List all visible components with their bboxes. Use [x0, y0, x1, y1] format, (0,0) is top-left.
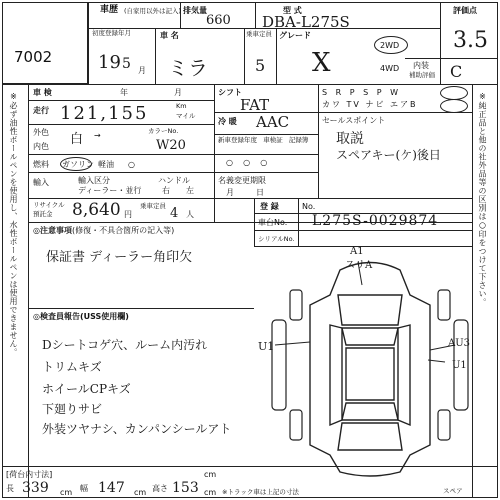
lot-number: 7002 [14, 48, 53, 66]
ac-line [214, 134, 318, 135]
fuel-option-3: ○ [128, 160, 135, 169]
color-no: W20 [156, 138, 186, 153]
history-label: 車歴 [100, 5, 119, 15]
reg-year: 19 [98, 52, 121, 73]
inspection-year-unit: 年 [120, 88, 128, 97]
wheel-rear-left [290, 410, 302, 440]
cargo-length-unit: cm [60, 488, 73, 497]
fuel-option-1: ガソリン [62, 160, 94, 169]
mileage-unit-km: Km [176, 102, 187, 110]
reg-left-edge [254, 198, 255, 246]
footer-unit-top: cm [204, 470, 217, 479]
report-line-2: トリムキズ [42, 360, 102, 374]
left-block-right-edge [214, 84, 215, 222]
report-icon: ◎ [33, 312, 40, 321]
diagram-spare-label: スペア [443, 487, 463, 495]
diagram-right-label-2: U1 [452, 360, 467, 371]
equipment-row-2 [322, 100, 418, 109]
header-vline-4 [440, 2, 441, 84]
recycle-sub: 預託金 [33, 210, 53, 218]
color-no-label: カラーNo. [148, 127, 179, 135]
recycle-amount: 8,640 [72, 200, 121, 220]
import-option-2: ディーラー・並行 [78, 186, 142, 195]
report-sub: (USS使用欄) [79, 312, 129, 321]
car-rear-window [342, 403, 398, 420]
report-title: 検査員報告 [39, 312, 80, 321]
car-trunk [338, 423, 402, 450]
report-line-1: Dシートコゲ穴、ルーム内汚れ [42, 338, 208, 352]
doors-label: 乗車定員 [246, 30, 272, 38]
sub-table-line [214, 154, 318, 155]
car-left-doors [330, 325, 342, 425]
import-option-1: 輸入区分 [78, 176, 110, 185]
capacity-value: 4 [170, 206, 179, 221]
height-value: 153 [172, 480, 199, 496]
sales-point-label: セールスポイント [322, 116, 386, 125]
mileage-value: 121,155 [60, 103, 149, 124]
frame-label: 車台No. [258, 218, 288, 227]
car-windshield [342, 328, 398, 345]
car-diagram [270, 250, 470, 480]
shift-label: シフト [218, 88, 242, 97]
outside-color: 白 [70, 132, 84, 147]
car-name-label: 車 名 [160, 31, 179, 40]
eq-tv: TV [346, 100, 361, 109]
history-note: (自家用以外は記入) [124, 7, 182, 15]
color-arrow: → [94, 131, 101, 140]
diagram-left-label: U1 [258, 340, 275, 353]
mileage-unit-mile: マイル [176, 112, 196, 120]
wheel-rear-right [438, 410, 450, 440]
footer-note: ※トラック車は上記の寸法 [222, 488, 299, 496]
shift-value: FAT [240, 96, 270, 114]
sub-table-circles: ○ ○ ○ [226, 158, 268, 167]
handle-option-left: 左 [186, 186, 194, 195]
report-label [33, 312, 129, 321]
cargo-label: [荷台内寸法] [6, 470, 53, 479]
color-line [28, 154, 214, 155]
height-unit: cm [204, 488, 217, 497]
eq-p: P [349, 88, 358, 97]
equipment-row-1 [322, 88, 401, 97]
eq-airbag-circle [440, 99, 468, 113]
recycle-unit: 円 [124, 210, 132, 219]
notes-title: 注意事項 [39, 226, 72, 235]
wheel-front-right [438, 290, 450, 320]
right-note: ※純正品と他の社外品等の区別は○印をつけて下さい。 [478, 92, 487, 307]
wheel-front-left [290, 290, 302, 320]
diagram-top-label: A1 [350, 246, 364, 257]
displacement-label: 排気量 [183, 6, 207, 15]
name-change-top [214, 172, 318, 173]
name-change-day: 日 [256, 188, 264, 197]
fuel-option-2: 軽油 [98, 160, 114, 169]
model-value: DBA-L275S [262, 13, 350, 31]
height-label: 高さ [152, 484, 168, 493]
row2-vline-1 [155, 28, 156, 84]
callout-line-left [275, 342, 310, 345]
row2-vline-2 [244, 28, 245, 84]
header-vline-3 [255, 2, 256, 28]
score-label: 評価点 [453, 6, 477, 15]
car-hood [338, 295, 402, 325]
width-unit: cm [134, 488, 147, 497]
drive-2wd: 2WD [380, 41, 400, 50]
outside-color-label: 外色 [33, 128, 49, 137]
capacity-label: 乗車定員 [140, 202, 166, 210]
inspection-month-unit: 月 [174, 88, 182, 97]
eq-s2: S [363, 88, 372, 97]
right-strip-line [472, 84, 473, 498]
shift-col-right [318, 84, 319, 134]
row2-vline-3 [276, 28, 277, 84]
ac-value: AAC [256, 113, 290, 131]
frame-value: L275S-0029874 [312, 213, 439, 229]
car-name: ミラ [168, 56, 208, 80]
eq-leather: カワ [322, 100, 342, 109]
fuel-line [28, 172, 214, 173]
import-line [28, 198, 214, 199]
recycle-label: リサイクル [33, 201, 65, 209]
serial-label: シリアルNo. [258, 235, 295, 243]
reg-month: 5 [122, 56, 131, 72]
handle-option-right: 右 [162, 186, 170, 195]
exterior-label: 補助評価 [409, 71, 435, 79]
report-line-5: 外装ツヤナシ、カンパンシールアト [42, 422, 232, 436]
reg-month-unit: 月 [138, 66, 146, 75]
inspection-label: 車 検 [33, 88, 52, 97]
width-value: 147 [98, 480, 125, 496]
inside-color-label: 内色 [33, 142, 49, 151]
mileage-label: 走行 [33, 106, 49, 115]
handle-label: ハンドル [158, 176, 190, 185]
reg-label-col [298, 198, 299, 246]
eq-w: W [390, 88, 402, 97]
drive-4wd: 4WD [380, 64, 400, 73]
car-roof [346, 348, 394, 400]
capacity-unit: 人 [186, 210, 194, 219]
grade-value: X [312, 48, 331, 78]
name-change-month: 月 [226, 188, 234, 197]
score-value: 3.5 [453, 28, 488, 53]
notes-sub: (修復・不具合箇所の記入等) [71, 226, 175, 235]
reg-row-top [214, 198, 472, 199]
first-reg-label: 初度登録年月 [92, 29, 131, 37]
notes-label [33, 226, 174, 235]
ac-label: 冷 暖 [218, 117, 237, 126]
left-strip-line [28, 84, 29, 498]
width-label: 幅 [80, 484, 88, 493]
equipment-line [318, 112, 472, 113]
score-divider [405, 58, 498, 59]
eq-s: S [322, 88, 331, 97]
reg-label: 登 録 [260, 202, 279, 211]
row3-top [2, 84, 498, 85]
sales-point-text-1: 取説 [336, 131, 364, 147]
model-label: 型 式 [283, 6, 302, 15]
cargo-length-label: 長 [6, 484, 14, 493]
header-vline-2 [180, 2, 181, 28]
report-line-3: ホイールCPキズ [42, 382, 131, 396]
eq-navi: ナビ [365, 100, 386, 109]
eq-r: R [335, 88, 345, 97]
mileage-line [28, 124, 214, 125]
doors-value: 5 [255, 56, 266, 75]
eq-airbag: エアB [390, 100, 418, 109]
footer-top [2, 466, 498, 467]
lot-number-box [2, 2, 88, 84]
inspection-line [28, 100, 214, 101]
side-view-left [272, 320, 286, 410]
name-change-label: 名義変更期限 [218, 176, 266, 185]
interior-grade: C [450, 62, 463, 81]
cargo-length: 339 [22, 480, 49, 496]
side-note: ※必ず油性ボールペンを使用し、水性ボールペンは使用できません。 [9, 92, 18, 357]
notes-text: 保証書 ディーラー角印欠 [46, 250, 193, 265]
header-vline-1 [88, 2, 89, 84]
fuel-label: 燃料 [33, 160, 49, 169]
import-label: 輸入 [33, 178, 49, 187]
report-line-4: 下廻りサビ [42, 402, 103, 416]
notes-bottom [28, 308, 254, 309]
serial-row-top [254, 230, 472, 231]
grade-label: グレード [279, 31, 311, 40]
sales-point-text-2: スペアキー(ケ)後日 [336, 148, 441, 162]
new-car-warranty-label: 新車登録年度 車検証 記録簿 [218, 136, 309, 144]
notes-icon: ◎ [33, 226, 40, 235]
reg-no-label: No. [302, 202, 316, 211]
eq-p2: P [376, 88, 385, 97]
diagram-right-label: AU3 [448, 338, 471, 349]
car-right-doors [398, 325, 410, 425]
interior-label: 内装 [413, 61, 429, 70]
diagram-top-label-2: スリA [345, 260, 373, 271]
eq-pw-circle [440, 86, 468, 100]
name-change-right [318, 134, 319, 198]
displacement-value: 660 [206, 13, 231, 28]
